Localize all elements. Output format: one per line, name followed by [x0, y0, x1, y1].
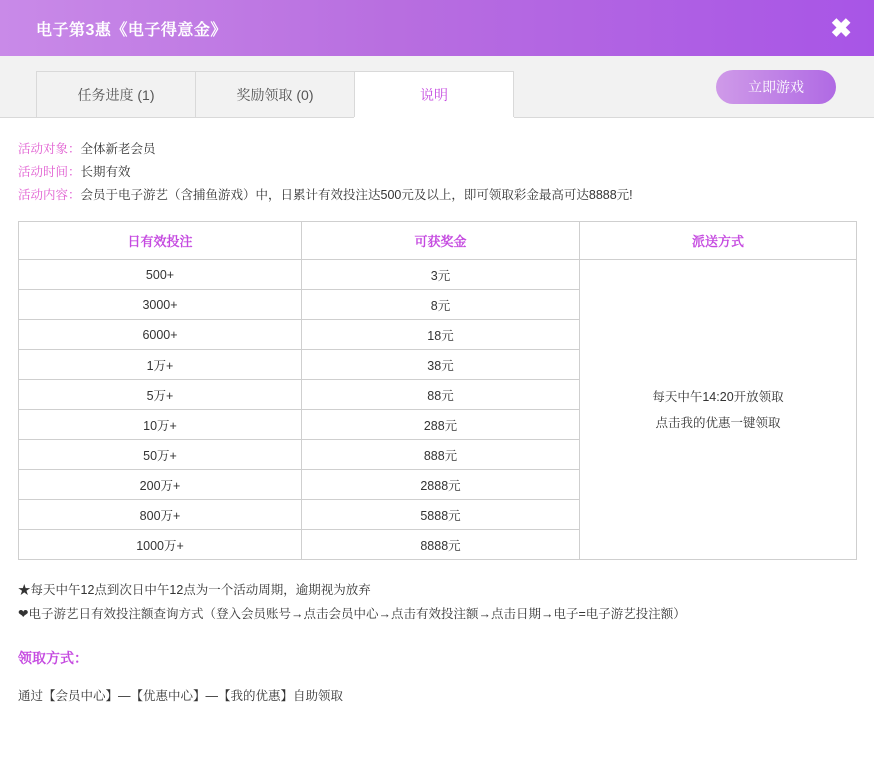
table-header-row	[19, 222, 857, 260]
dialog-titlebar	[0, 0, 874, 56]
info-value-time: 长期有效	[80, 165, 131, 179]
cell-bet: 1万+	[19, 350, 302, 380]
cell-bet: 1000万+	[19, 530, 302, 560]
cell-reward: 8888元	[302, 530, 580, 560]
cell-reward: 288元	[302, 410, 580, 440]
info-label-target: 活动对象：	[18, 142, 81, 156]
claim-title: 领取方式：	[18, 650, 88, 666]
cell-bet: 10万+	[19, 410, 302, 440]
table-header-bet: 日有效投注	[19, 222, 302, 260]
info-line-content	[18, 184, 856, 207]
info-label-content: 活动内容：	[18, 188, 81, 202]
cell-bet: 50万+	[19, 440, 302, 470]
tab-reward-claim[interactable]: 奖励领取 (0)	[195, 71, 355, 117]
play-now-button[interactable]: 立即游戏	[716, 70, 836, 104]
tab-bar	[0, 56, 874, 118]
cell-bet: 5万+	[19, 380, 302, 410]
info-value-target: 全体新老会员	[80, 142, 156, 156]
delivery-line-2: 点击我的优惠一键领取	[655, 415, 781, 430]
delivery-line-1: 每天中午14:20开放领取	[652, 389, 784, 404]
cell-reward: 3元	[302, 260, 580, 290]
tab-description[interactable]: 说明	[354, 71, 514, 117]
cell-bet: 500+	[19, 260, 302, 290]
note-cycle: ★每天中午12点到次日中午12点为一个活动周期，逾期视为放弃	[18, 583, 371, 597]
cell-reward: 18元	[302, 320, 580, 350]
cell-reward: 88元	[302, 380, 580, 410]
claim-body: 通过【会员中心】—【优惠中心】—【我的优惠】自助领取	[18, 689, 344, 703]
table-header-delivery: 派送方式	[580, 222, 857, 260]
cell-reward: 8元	[302, 290, 580, 320]
note-query-method: ❤电子游艺日有效投注额查询方式（登入会员账号→点击会员中心→点击有效投注额→点击日期→电子=电子游艺投注额）	[18, 607, 686, 621]
table-header-reward: 可获奖金	[302, 222, 580, 260]
cell-reward: 38元	[302, 350, 580, 380]
info-line-time	[18, 161, 856, 184]
cell-bet: 800万+	[19, 500, 302, 530]
tab-task-progress[interactable]: 任务进度 (1)	[36, 71, 196, 117]
cell-bet: 3000+	[19, 290, 302, 320]
info-value-content: 会员于电子游艺（含捕鱼游戏）中，日累计有效投注达500元及以上，即可领取彩金最高可达8888元!	[80, 188, 633, 202]
reward-table	[18, 221, 857, 560]
cell-reward: 2888元	[302, 470, 580, 500]
info-label-time: 活动时间：	[18, 165, 81, 179]
dialog-title: 电子第3惠《电子得意金》	[36, 21, 227, 39]
close-icon[interactable]: ✖	[830, 13, 852, 43]
cell-bet: 6000+	[19, 320, 302, 350]
cell-delivery	[580, 260, 857, 560]
info-line-target	[18, 138, 856, 161]
cell-reward: 888元	[302, 440, 580, 470]
notes-section	[18, 578, 856, 626]
cell-reward: 5888元	[302, 500, 580, 530]
dialog-content	[0, 118, 874, 773]
table-row	[19, 260, 857, 290]
cell-bet: 200万+	[19, 470, 302, 500]
